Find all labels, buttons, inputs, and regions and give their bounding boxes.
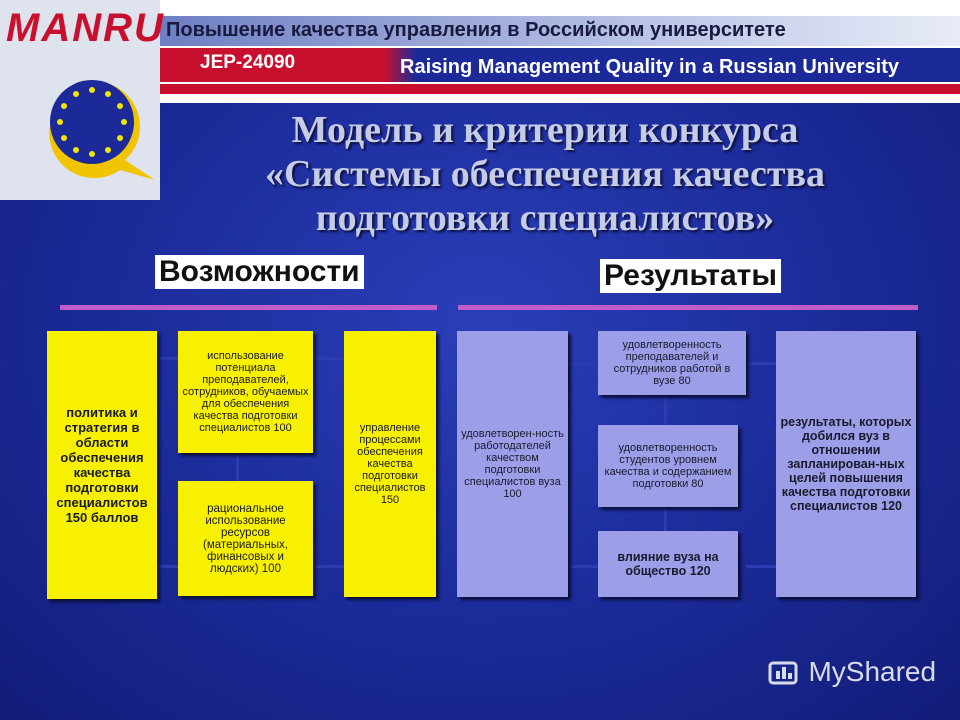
section-opportunities: Возможности: [155, 255, 364, 289]
header-title-ru: Повышение качества управления в Российском университете: [166, 19, 786, 41]
connector: [568, 565, 598, 568]
connector: [313, 357, 344, 360]
criterion-staff-potential-text: использование потенциала преподавателей, сотрудников, обучаемых для обеспечения качества подготовки специалистов 100: [182, 350, 309, 434]
connector: [746, 362, 776, 365]
watermark-text: MyShared: [808, 656, 937, 687]
criterion-process-management: [344, 331, 436, 597]
connector: [157, 357, 178, 360]
slide-title-line1: Модель и критерии конкурса: [291, 109, 799, 151]
header-band-bottom: [160, 84, 960, 94]
myshared-logo-icon: [768, 655, 804, 689]
project-code: JEP-24090: [200, 52, 296, 73]
connector: [157, 565, 178, 568]
logo-text: MANRU: [6, 6, 165, 50]
result-society-impact-text: влияние вуза на общество 120: [617, 550, 719, 578]
header-title-en: Raising Management Quality in a Russian University: [400, 56, 900, 78]
criterion-policy-strategy: [47, 331, 157, 599]
slide-title-line2: «Системы обеспечения качества: [264, 153, 826, 195]
result-employer-satisfaction-score: 100: [503, 488, 522, 500]
connector: [664, 395, 667, 425]
result-student-satisfaction-text: удовлетворенность студентов уровнем качества и содержанием подготовки 80: [604, 442, 732, 490]
criterion-staff-potential: [178, 331, 313, 453]
criterion-process-management-text: управление процессами обеспечения качества подготовки специалистов 150: [354, 422, 426, 506]
connector: [236, 453, 239, 481]
slide-title: [175, 108, 915, 240]
result-employer-satisfaction: [457, 331, 568, 597]
result-staff-satisfaction-text: удовлетворенность преподавателей и сотрудников работой в вузе 80: [613, 339, 731, 387]
criterion-resources: [178, 481, 313, 596]
result-student-satisfaction: [598, 425, 738, 507]
result-staff-satisfaction: [598, 331, 746, 395]
criterion-resources-text: рациональное использование ресурсов (материальных, финансовых и людских) 100: [203, 502, 288, 575]
section-underline-left: [60, 305, 437, 310]
result-goals-achieved-text: результаты, которых добился вуз в отношении запланирован-ных целей повышения качества подготовки специалистов 120: [780, 415, 912, 513]
result-goals-achieved: [776, 331, 916, 597]
eu-stars-icon: [30, 60, 160, 190]
connector: [664, 507, 667, 531]
criterion-policy-strategy-text: политика и стратегия в области обеспечения качества подготовки специалистов 150 баллов: [56, 405, 148, 525]
result-society-impact: [598, 531, 738, 597]
section-underline-right: [458, 305, 918, 310]
result-employer-satisfaction-text: удовлетворен-ность работодателей качеством подготовки специалистов вуза: [461, 428, 564, 488]
section-results: Результаты: [600, 259, 781, 293]
connector: [746, 565, 776, 568]
watermark: [768, 655, 936, 689]
slide-title-line3: подготовки специалистов»: [315, 197, 775, 239]
connector: [313, 565, 344, 568]
connector: [568, 362, 598, 365]
logo: [0, 0, 165, 200]
